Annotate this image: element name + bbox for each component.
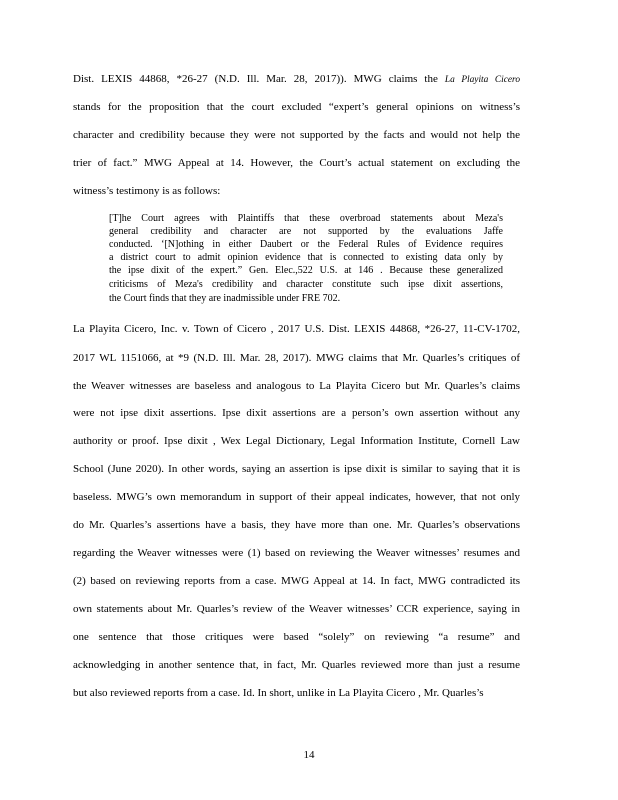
paragraph-line: baseless. MWG’s own memorandum in support of their appeal indicates, however, that not only: [73, 491, 520, 503]
paragraph-line: trier of fact.” MWG Appeal at 14. However, the Court’s actual statement on excluding the: [73, 157, 520, 169]
quote-line: [T]he Court agrees with Plaintiffs that these overbroad statements about Meza's: [109, 213, 503, 224]
paragraph-line: (2) based on reviewing reports from a case. MWG Appeal at 14. In fact, MWG contradicted its: [73, 575, 520, 587]
paragraph-line: 2017 WL 1151066, at *9 (N.D. Ill. Mar. 28, 2017). MWG claims that Mr. Quarles’s critiques of: [73, 352, 520, 364]
quote-line: the Court finds that they are inadmissible under FRE 702.: [109, 293, 341, 304]
paragraph-line: authority or proof. Ipse dixit , Wex Legal Dictionary, Legal Information Institute, Cornell Law: [73, 435, 520, 447]
case-name: La Playita Cicero: [444, 75, 520, 85]
quote-line: conducted. ‘[N]othing in either Daubert or the Federal Rules of Evidence requires: [109, 239, 503, 250]
quote-line: the ipse dixit of the expert.” Gen. Elec.,522 U.S. at 146 . Because these generalized: [109, 265, 503, 276]
paragraph-line: own statements about Mr. Quarles’s review of the Weaver witnesses’ CCR experience, saying in: [73, 603, 520, 615]
paragraph-line: witness’s testimony is as follows:: [73, 185, 221, 197]
paragraph-line: but also reviewed reports from a case. Id. In short, unlike in La Playita Cicero , Mr. Quarles’s: [73, 687, 484, 699]
quote-line: general credibility and character are not supported by the evaluations Jaffe: [109, 226, 503, 237]
paragraph-line: [73, 73, 520, 87]
paragraph-line: character and credibility because they were not supported by the facts and would not help the: [73, 129, 520, 141]
paragraph-line: School (June 2020). In other words, saying an assertion is ipse dixit is similar to saying that it is: [73, 463, 520, 475]
paragraph-line: La Playita Cicero, Inc. v. Town of Cicero , 2017 U.S. Dist. LEXIS 44868, *26-27, 11-CV-1702,: [73, 323, 520, 335]
paragraph-line: acknowledging in another sentence that, in fact, Mr. Quarles reviewed more than just a resume: [73, 659, 520, 671]
paragraph-line: do Mr. Quarles’s assertions have a basis, they have more than one. Mr. Quarles’s observations: [73, 519, 520, 531]
paragraph-line: one sentence that those critiques were based “solely” on reviewing “a resume” and: [73, 631, 520, 643]
quote-line: criticisms of Meza's credibility and character constitute such ipse dixit assertions,: [109, 279, 503, 290]
text-span: Dist. LEXIS 44868, *26-27 (N.D. Ill. Mar. 28, 2017)). MWG claims the: [73, 73, 445, 85]
paragraph-line: the Weaver witnesses are baseless and analogous to La Playita Cicero but Mr. Quarles’s claims: [73, 380, 520, 392]
paragraph-line: were not ipse dixit assertions. Ipse dixit assertions are a person’s own assertion without any: [73, 407, 520, 419]
quote-line: a district court to admit opinion evidence that is connected to existing data only by: [109, 252, 503, 263]
page-number: 14: [303, 749, 315, 761]
paragraph-line: stands for the proposition that the court excluded “expert’s general opinions on witness’s: [73, 101, 520, 113]
paragraph-line: regarding the Weaver witnesses were (1) based on reviewing the Weaver witnesses’ resumes and: [73, 547, 520, 559]
